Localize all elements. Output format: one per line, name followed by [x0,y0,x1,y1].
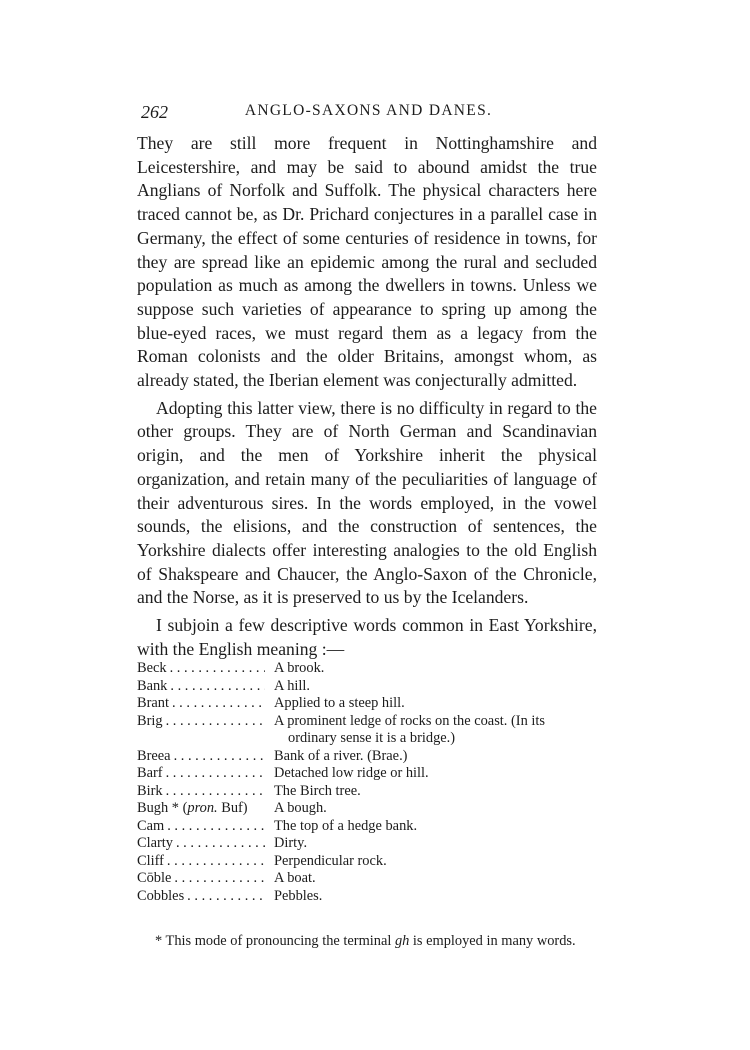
dot-leader [164,853,265,871]
glossary-meaning: Applied to a steep hill. [274,695,405,711]
page-header [141,102,596,128]
running-head: ANGLO-SAXONS AND DANES. [244,102,493,119]
glossary-meaning: A boat. [274,870,316,886]
footnote-italic: gh [394,933,410,950]
glossary-meaning: The Birch tree. [274,782,361,799]
footnote-text-end: is employed in many words. [409,933,576,950]
glossary-meaning-continuation: ordinary sense it is a bridge.) [288,730,456,746]
page-number: 262 [141,102,168,122]
glossary-meaning: Dirty. [274,835,308,851]
glossary-term: Barf [137,765,163,781]
glossary-term: Cōble [137,870,172,886]
glossary-row [137,713,597,748]
glossary-row [137,765,597,783]
glossary-row [137,888,597,906]
glossary-row [137,660,597,678]
glossary-meaning: Pebbles. [274,887,323,904]
dot-leader [169,695,265,713]
footnote-text-start: * This mode of pronouncing the terminal [155,933,395,950]
glossary-term: Clarty [137,835,173,851]
glossary-term [137,800,248,818]
glossary-row [137,818,597,836]
glossary-row [137,800,597,818]
glossary-row [137,835,597,853]
glossary-term: Beck [137,660,167,676]
glossary-meaning: Bank of a river. (Brae.) [274,747,408,764]
glossary-meaning: A brook. [274,660,325,676]
glossary-meaning: The top of a hedge bank. [274,817,418,834]
glossary-term: Brig [137,712,163,729]
glossary-term: Birk [137,782,163,799]
glossary-term: Brant [137,695,169,711]
glossary-meaning: Detached low ridge or hill. [274,765,429,781]
body-text [137,132,597,661]
dot-leader [163,713,265,731]
glossary-term-start: Bugh * ( [137,800,188,816]
dot-leader [167,660,265,678]
footnote [137,932,597,950]
glossary-row [137,853,597,871]
glossary-row [137,748,597,766]
dot-leader [184,888,265,906]
dot-leader [163,765,265,783]
glossary-meaning: A hill. [274,677,310,694]
dot-leader [163,783,265,801]
glossary-term-end: Buf) [217,800,248,816]
paragraph-2: Adopting this latter view, there is no difficulty in regard to the other groups. They are of North German and Scandinavian origin, and the men of Yorkshire inherit the physical organization, and retain many of the peculiarities of language of their adventurous sires. In the words employed, in the vowel sounds, the elisions, and the construction of sentences, the Yorkshire dialects offer interesting analogies to the old English of Shakspeare and Chaucer, the Anglo-Saxon of the Chronicle, and the Norse, as it is preserved to us by the Icelanders. [137,397,597,608]
paragraph-3: I subjoin a few descriptive words common in East Yorkshire, with the English meaning :— [137,615,597,659]
dot-leader [173,835,265,853]
glossary-list [137,660,597,905]
dot-leader [171,748,265,766]
glossary-term: Bank [137,677,168,694]
glossary-row [137,783,597,801]
dot-leader [171,870,265,888]
glossary-term-abbrev: pron. [187,800,218,816]
dot-leader [164,818,265,836]
glossary-meaning: A bough. [274,800,327,816]
glossary-row [137,678,597,696]
glossary-term: Cliff [137,852,164,869]
glossary-meaning-line: A prominent ledge of rocks on the coast. (In its [274,712,545,729]
glossary-term: Breea [137,747,171,764]
paragraph-1: They are still more frequent in Nottinghamshire and Leicestershire, and may be said to abound amidst the true Anglians of Norfolk and Suffolk. The physical characters here traced cannot be, as Dr. Prichard conjectures in a parallel case in Germany, the effect of some centuries of residence in towns, for they are spread like an epidemic among the rural and secluded population as much as among the dwellers in towns. Unless we suppose such varieties of appearance to spring up among the blue-eyed races, we must regard them as a legacy from the Roman colonists and the older Britains, amongst whom, as already stated, the Iberian element was conjecturally admitted. [137,133,597,391]
glossary-row [137,695,597,713]
glossary-term: Cobbles [137,887,185,904]
glossary-meaning: Perpendicular rock. [274,852,387,869]
glossary-row [137,870,597,888]
dot-leader [167,678,265,696]
glossary-term: Cam [137,817,165,834]
glossary-meaning [265,713,597,748]
